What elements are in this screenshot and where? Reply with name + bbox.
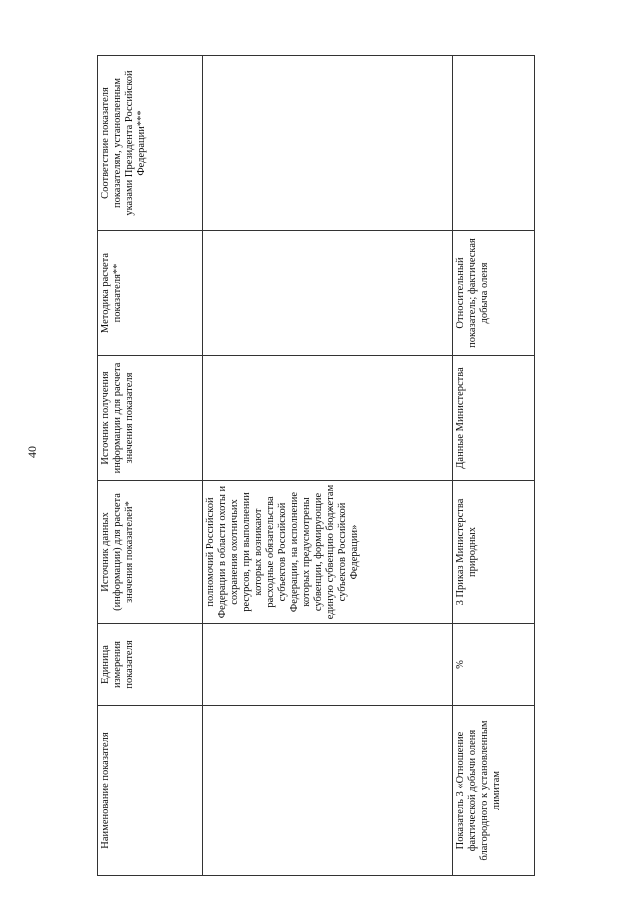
- header-method: Методика расчета показателя**: [98, 231, 203, 356]
- header-data-source: Источник данных (информации) для расчета значения показателей*: [98, 481, 203, 624]
- header-info-source: Источник получения информации для расчета значения показателя: [98, 356, 203, 481]
- cell-compliance: [453, 56, 535, 231]
- cell-method: [203, 231, 453, 356]
- rotated-table-wrapper: [97, 56, 529, 876]
- cell-info-source: Данные Министерства: [453, 356, 535, 481]
- table-row: [203, 56, 453, 876]
- cell-name: Показатель 3 «Отношение фактической добычи оленя благородного к установленным лимитам: [453, 706, 535, 876]
- cell-compliance: [203, 56, 453, 231]
- cell-method: Относительный показатель; фактическая добыча оленя: [453, 231, 535, 356]
- cell-unit: %: [453, 624, 535, 706]
- header-unit: Единица измерения показателя: [98, 624, 203, 706]
- cell-data-source: 3 Приказ Министерства природных: [453, 481, 535, 624]
- indicators-table: [97, 55, 535, 876]
- page-number: 40: [25, 446, 39, 458]
- cell-name: [203, 706, 453, 876]
- header-row: [98, 56, 203, 876]
- header-compliance: Соответствие показателя показателям, установленным указами Президента Российской Федерации***: [98, 56, 203, 231]
- cell-unit: [203, 624, 453, 706]
- header-name: Наименование показателя: [98, 706, 203, 876]
- cell-data-source: полномочий Российской Федерации в области охоты и сохранения охотничьих ресурсов, при выполнении которых возникают расходные обязательства субъектов Российской Федерации, на исполнение которых предусмотрены субвенции, формирующие единую субвенцию бюджетам субъектов Российской Федерации»: [203, 481, 453, 624]
- cell-info-source: [203, 356, 453, 481]
- table-row: [453, 56, 535, 876]
